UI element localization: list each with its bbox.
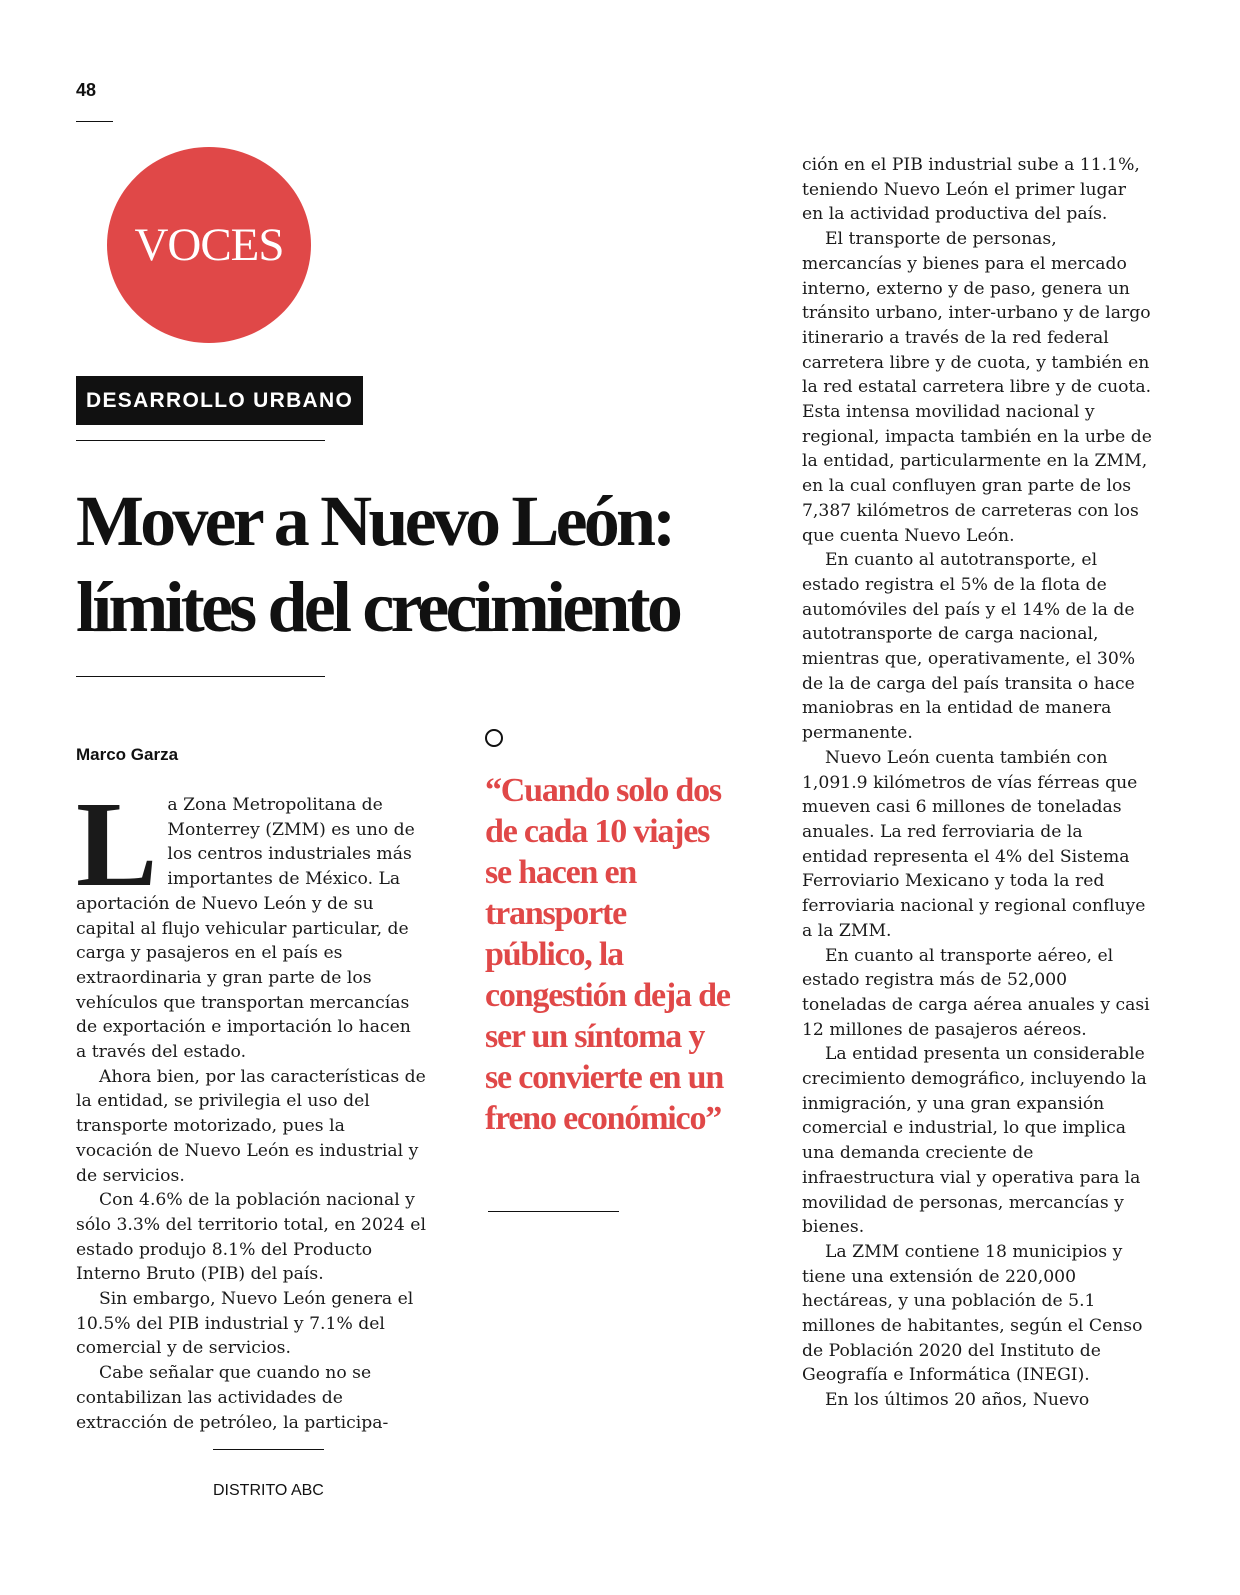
pull-quote-rule [488,1211,619,1212]
article-paragraph: Sin embargo, Nuevo León genera el 10.5% del PIB industrial y 7.1% del comercial y de servicios. [76,1289,414,1359]
article-paragraph: En los últimos 20 años, Nuevo [825,1390,1090,1411]
article-paragraph: En cuanto al transporte aéreo, el estado registra más de 52,000 toneladas de carga aérea anuales y casi 12 millones de pasajeros aéreos. [802,945,1150,1040]
article-paragraph: Cabe señalar que cuando no se contabilizan las actividades de extracción de petróleo, la participa- [76,1363,389,1433]
article-paragraph: Nuevo León cuenta también con 1,091.9 kilómetros de vías férreas que mueven casi 6 millones de toneladas anuales. La red ferroviaria de la entidad representa el 4% del Sistema Ferroviario Mexicano y toda la red ferroviaria nacional y regional confluye a la ZMM. [802,747,1146,941]
page-number: 48 [76,80,97,100]
page-number-rule [76,121,113,122]
article-column-3 [802,153,1152,1413]
article-paragraph: Con 4.6% de la población nacional y sólo 3.3% del territorio total, en 2024 el estado produjo 8.1% del Producto Interno Bruto (PIB) del país. [76,1190,426,1285]
author-byline: Marco Garza [76,745,179,764]
article-paragraph: La ZMM contiene 18 municipios y tiene una extensión de 220,000 hectáreas, y una población de 5.1 millones de habitantes, según el Censo de Población 2020 del Instituto de Geografía e Informática (INEGI). [802,1241,1143,1386]
article-paragraph: ción en el PIB industrial sube a 11.1%, teniendo Nuevo León el primer lugar en la actividad productiva del país. [802,155,1140,225]
article-paragraph: En cuanto al autotransporte, el estado registra el 5% de la flota de automóviles del país y el 14% de la de autotransporte de carga nacional, mientras que, operativamente, el 30% de la de carga del país transita o hace maniobras en la entidad de manera permanente. [802,550,1136,744]
divider [76,440,325,441]
pull-quote: “Cuando solo dos de cada 10 viajes se hacen en transporte público, la congestión deja de ser un síntoma y se convierte en un freno económico” [485,772,730,1137]
section-label: DESARROLLO URBANO [76,376,363,425]
footer-publication: DISTRITO ABC [213,1482,324,1499]
headline: Mover a Nuevo León: límites del crecimiento [76,481,680,647]
article-paragraph: Ahora bien, por las características de la entidad, se privilegia el uso del transporte motorizado, pues la vocación de Nuevo León es industrial y de servicios. [76,1066,426,1186]
divider [76,676,325,677]
footer-rule [213,1449,324,1450]
article-paragraph: La entidad presenta un considerable crecimiento demográfico, incluyendo la inmigración, y una gran expansión comercial e industrial, lo que implica una demanda creciente de infraestructura vial y operativa para la movilidad de personas, mercancías y bienes. [802,1044,1147,1238]
quote-circle-icon [485,729,503,747]
article-column-1 [76,777,426,1435]
drop-cap: L [76,777,158,912]
article-paragraph: El transporte de personas, mercancías y bienes para el mercado interno, externo y de paso, genera un tránsito urbano, inter-urbano y de largo itinerario a través de la red federal carretera libre y de cuota, y también en la red estatal carretera libre y de cuota. Esta intensa movilidad nacional y regional, impacta también en la urbe de la entidad, particularmente en la ZMM, en la cual confluyen gran parte de los 7,387 kilómetros de carreteras con los que cuenta Nuevo León. [802,229,1152,546]
section-badge [107,147,311,343]
section-badge-label: VOCES [134,219,284,271]
article-paragraph: a Zona Metropolitana de Monterrey (ZMM) es uno de los centros industriales más importantes de México. La aportación de Nuevo León y de su capital al flujo vehicular particular, de carga y pasajeros en el país es extraordinaria y gran parte de los vehículos que transportan mercancías de exportación e importación lo hacen a través del estado. [76,795,415,1063]
